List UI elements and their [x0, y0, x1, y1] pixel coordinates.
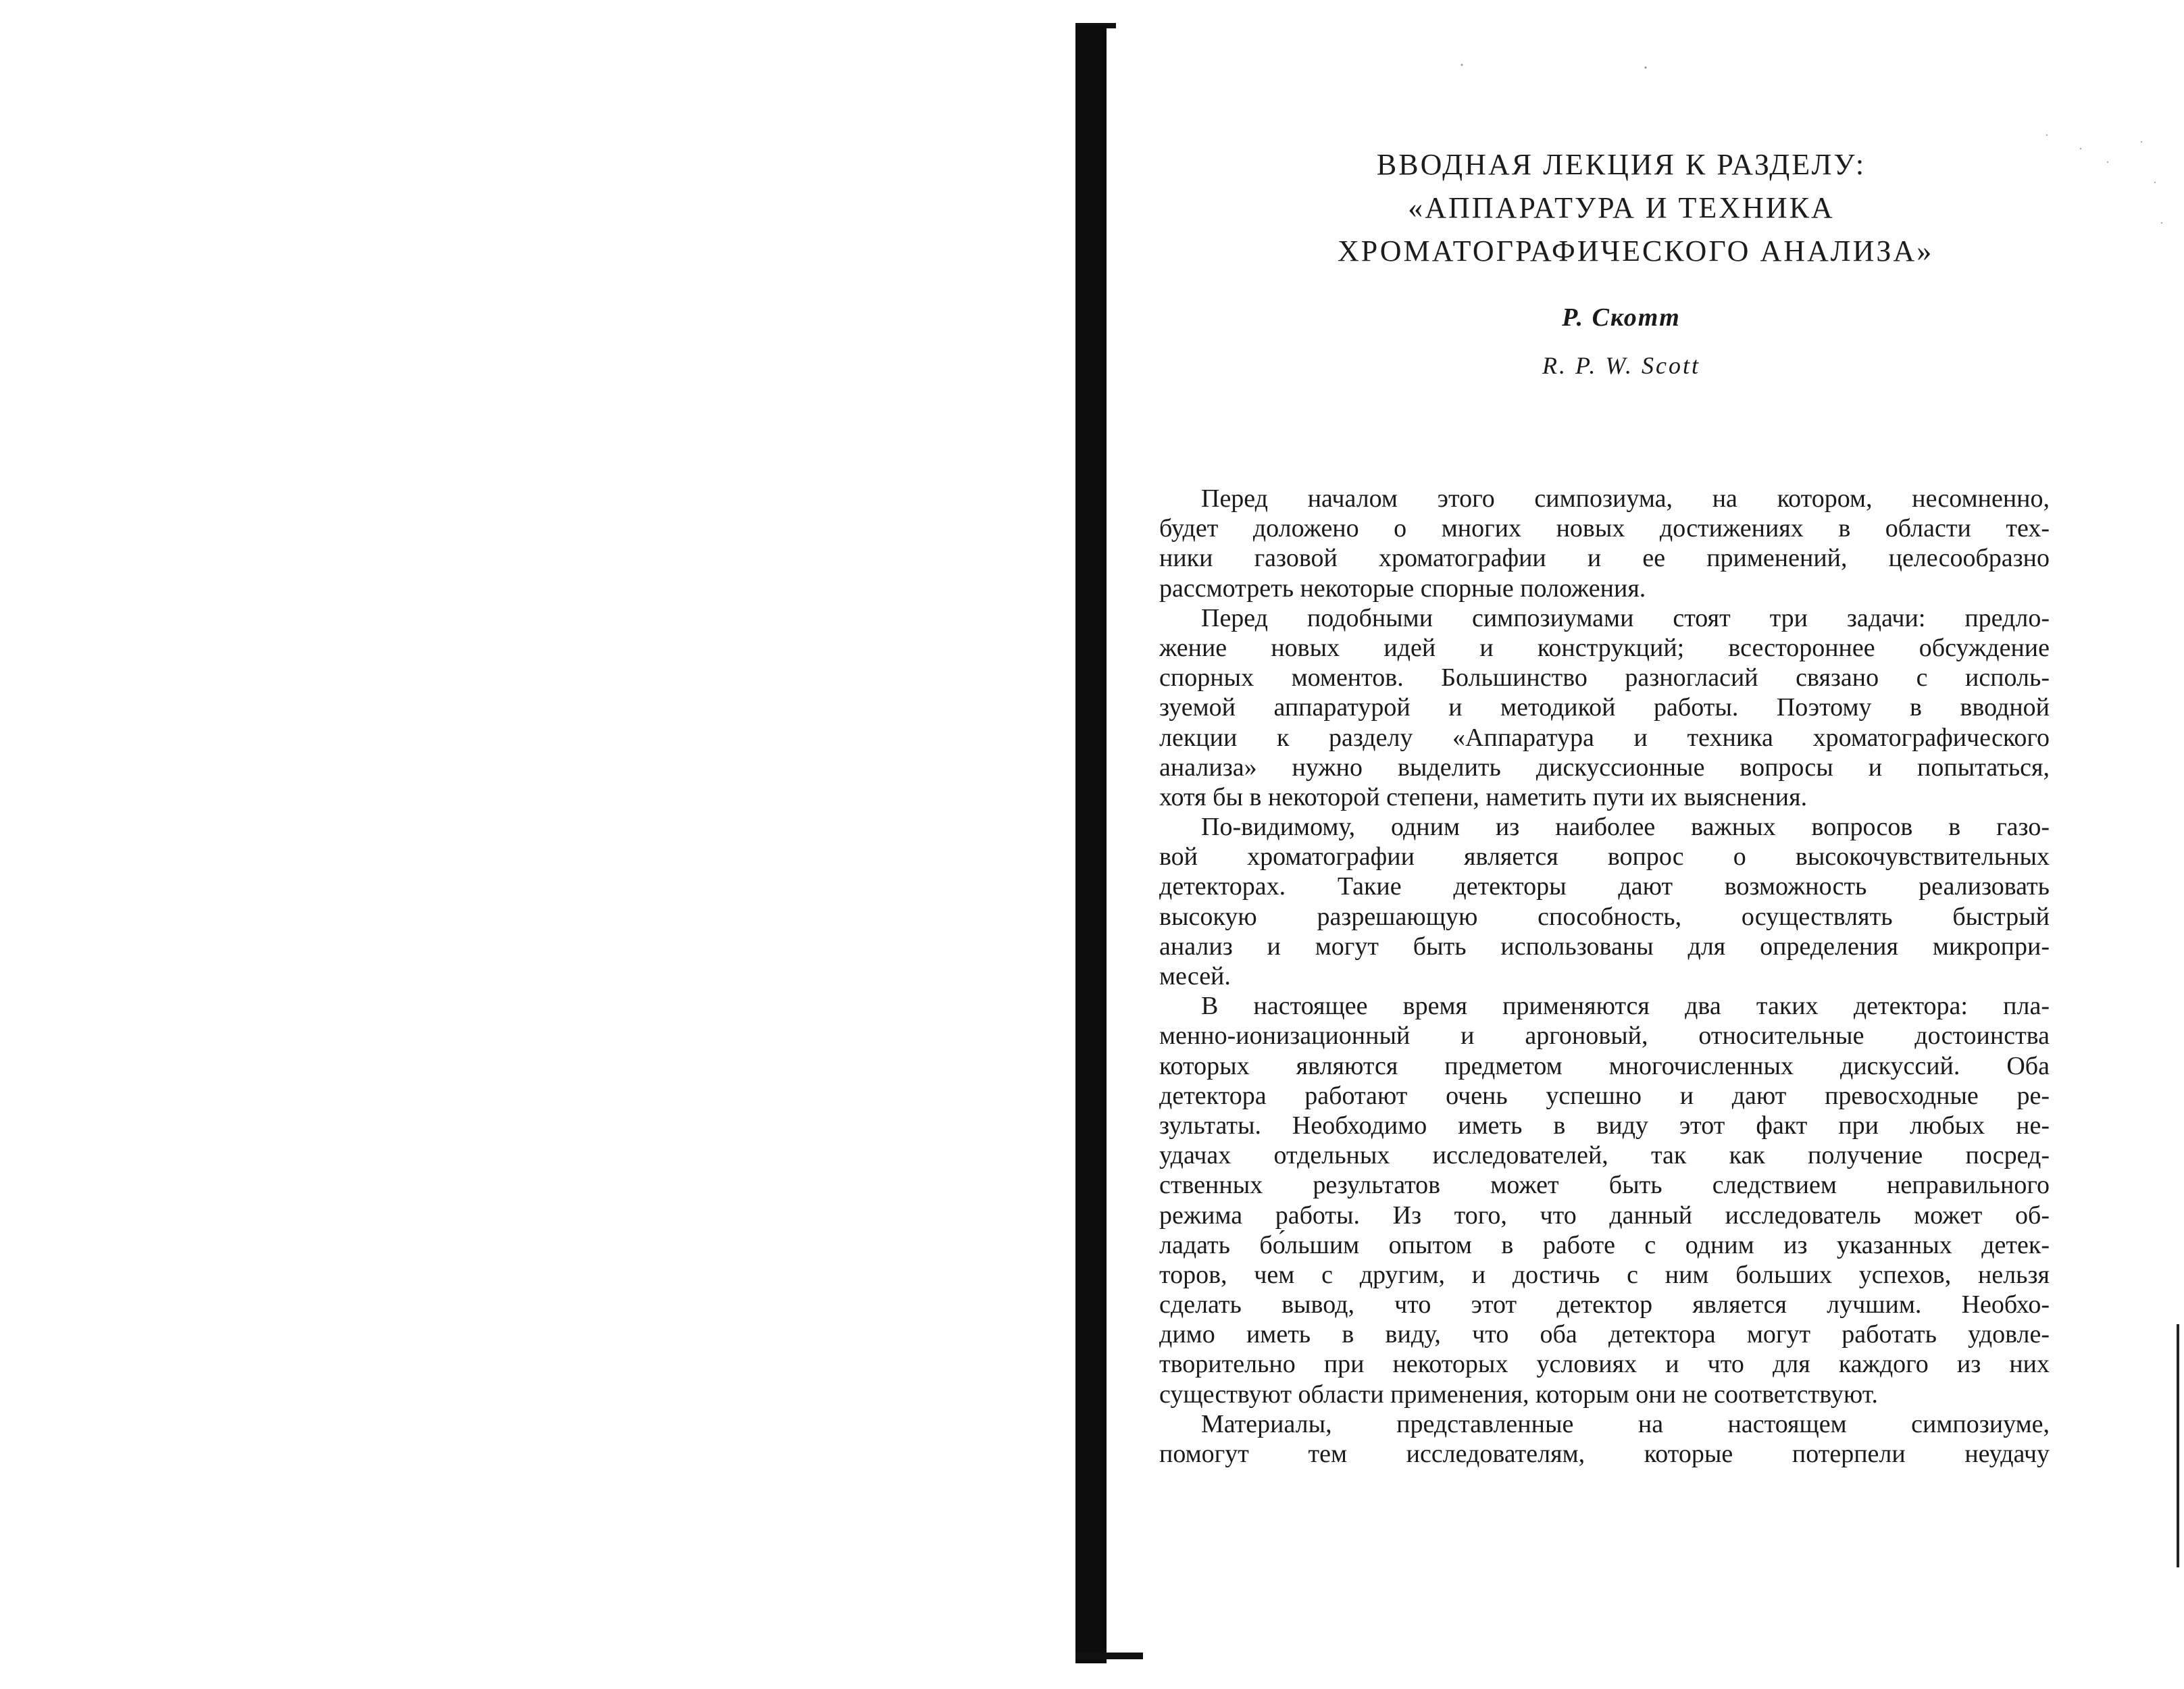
body-line: будет доложено о многих новых достижениях в области тех-	[1159, 514, 2050, 543]
body-line: спорных моментов. Большинство разногласий связано с исполь-	[1159, 663, 2050, 692]
body-line: ники газовой хроматографии и ее применений, целесообразно	[1159, 544, 2050, 573]
body-line: Перед подобными симпозиумами стоят три задачи: предло-	[1201, 603, 2050, 632]
body-line: В настоящее время применяются два таких детектора: пла-	[1201, 992, 2050, 1021]
article-body	[1159, 484, 2050, 1469]
body-line: По-видимому, одним из наиболее важных вопросов в газо-	[1201, 813, 2050, 842]
body-line: помогут тем исследователям, которые потерпели неудачу	[1159, 1440, 2050, 1468]
scan-noise-specks	[1459, 61, 2175, 236]
author-name-english: R. P. W. Scott	[1542, 352, 1700, 379]
body-line: жение новых идей и конструкций; всестороннее обсуждение	[1159, 633, 2050, 662]
body-line: Материалы, представленные на настоящем симпозиуме,	[1201, 1409, 2050, 1438]
author-name-russian: Р. Скотт	[1562, 303, 1681, 332]
body-line: рассмотреть некоторые спорные положения.	[1159, 574, 1646, 603]
body-line: удачах отдельных исследователей, так как получение посред-	[1159, 1141, 2050, 1170]
body-line: режима работы. Из того, что данный исследователь может об-	[1159, 1201, 2050, 1230]
body-line: вой хроматографии является вопрос о высокочувствительных	[1159, 842, 2050, 872]
title-line-2: «АППАРАТУРА И ТЕХНИКА	[1408, 191, 1835, 224]
body-line: существуют области применения, которым они не соответствуют.	[1159, 1380, 1878, 1409]
body-line: сделать вывод, что этот детектор является лучшим. Необхо-	[1159, 1290, 2050, 1319]
book-binding-gutter	[1075, 26, 1107, 1663]
body-line: лекции к разделу «Аппаратура и техника хроматографического	[1159, 723, 2050, 752]
body-line: Перед началом этого симпозиума, на котором, несомненно,	[1201, 484, 2050, 513]
body-line: месей.	[1159, 962, 1231, 990]
body-line: зуемой аппаратурой и методикой работы. Поэтому в вводной	[1159, 693, 2050, 722]
body-line: зультаты. Необходимо иметь в виду этот факт при любых не-	[1159, 1111, 2050, 1140]
body-line: анализа» нужно выделить дискуссионные вопросы и попытаться,	[1159, 753, 2050, 782]
left-page-blank	[0, 0, 1074, 1689]
body-line: анализ и могут быть использованы для определения микропри-	[1159, 932, 2050, 961]
body-line: высокую разрешающую способность, осуществлять быстрый	[1159, 902, 2050, 931]
body-line: менно-ионизационный и аргоновый, относительные достоинства	[1159, 1022, 2050, 1051]
body-line: которых являются предметом многочисленных дискуссий. Оба	[1159, 1051, 2050, 1080]
body-line: детекторах. Такие детекторы дают возможность реализовать	[1159, 872, 2050, 901]
body-line: ственных результатов может быть следствием неправильного	[1159, 1171, 2050, 1200]
body-line: хотя бы в некоторой степени, наметить пути их выяснения.	[1159, 782, 1808, 811]
body-line: творительно при некоторых условиях и что для каждого из них	[1159, 1350, 2050, 1379]
body-line: ладать бо́льшим опытом в работе с одним из указанных детек-	[1159, 1230, 2050, 1259]
title-line-3: ХРОМАТОГРАФИЧЕСКОГО АНАЛИЗА»	[1338, 234, 1934, 268]
body-line: детектора работают очень успешно и дают превосходные ре-	[1159, 1081, 2050, 1110]
body-line: торов, чем с другим, и достичь с ним больших успехов, нельзя	[1159, 1260, 2050, 1289]
title-line-1: ВВОДНАЯ ЛЕКЦИЯ К РАЗДЕЛУ:	[1376, 148, 1866, 181]
body-line: димо иметь в виду, что оба детектора могут работать удовле-	[1159, 1320, 2050, 1349]
